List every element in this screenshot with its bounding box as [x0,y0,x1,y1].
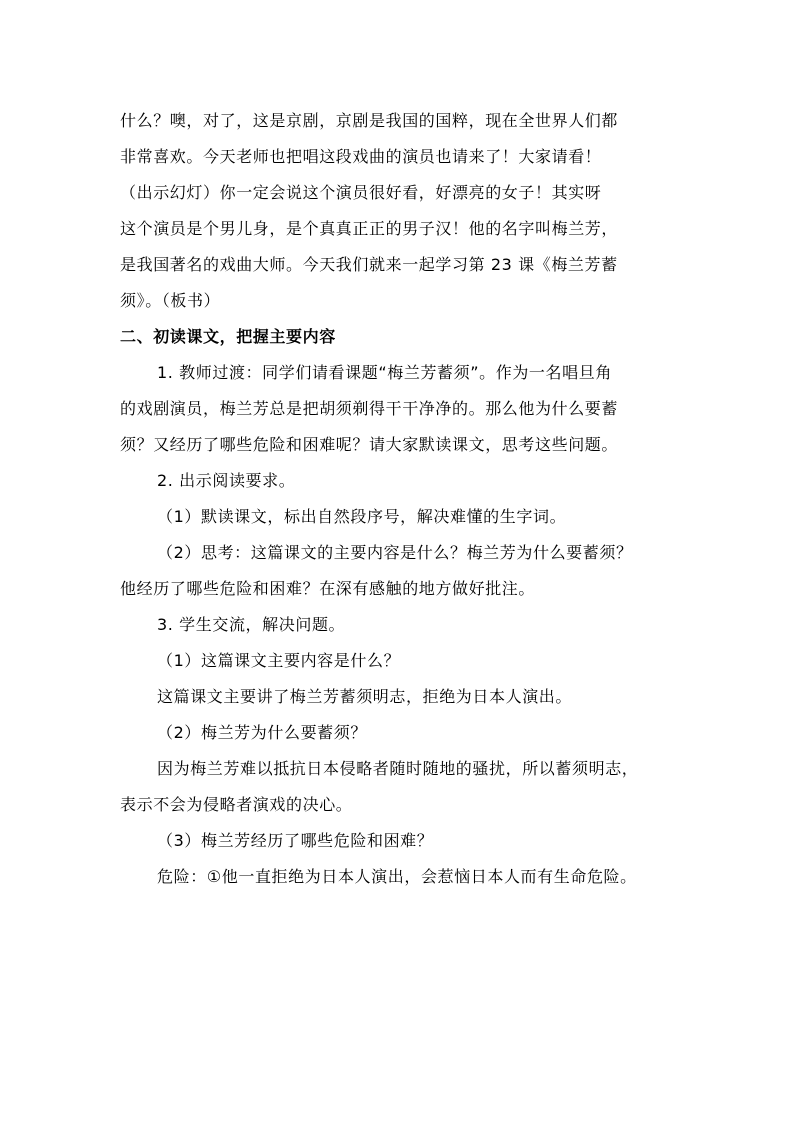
paragraph-line: 1. 教师过渡：同学们请看课题“梅兰芳蓄须”。作为一名唱旦角 [157,363,612,382]
question-line: （2）梅兰芳为什么要蓄须？ [157,723,367,742]
paragraph-line: （出示幻灯）你一定会说这个演员很好看，好漂亮的女子！其实呀 [120,183,602,202]
answer-line: 危险：①他一直拒绝为日本人演出，会惹恼日本人而有生命危险。 [157,867,637,886]
answer-line: 表示不会为侵略者演戏的决心。 [120,795,353,814]
paragraph-line: 的戏剧演员，梅兰芳总是把胡须剃得干干净净的。那么他为什么要蓄 [120,399,619,418]
paragraph-line: 3. 学生交流，解决问题。 [157,615,346,634]
question-line: （3）梅兰芳经历了哪些危险和困难？ [157,831,434,850]
paragraph-line: 这个演员是个男儿身，是个真真正正的男子汉！他的名字叫梅兰芳， [120,219,619,238]
paragraph-line: 非常喜欢。今天老师也把唱这段戏曲的演员也请来了！大家请看！ [120,147,602,166]
paragraph-line: 他经历了哪些危险和困难？在深有感触的地方做好批注。 [120,579,536,598]
paragraph-line: 什么？噢，对了，这是京剧，京剧是我国的国粹，现在全世界人们都 [120,111,619,130]
answer-line: 这篇课文主要讲了梅兰芳蓄须明志，拒绝为日本人演出。 [157,687,573,706]
paragraph-line: 须》。（板书） [120,291,221,310]
section-heading: 二、初读课文，把握主要内容 [120,327,336,346]
answer-line: 因为梅兰芳难以抵抗日本侵略者随时随地的骚扰，所以蓄须明志， [157,759,639,778]
question-line: （1）这篇课文主要内容是什么？ [157,651,401,670]
paragraph-line: 2. 出示阅读要求。 [157,471,296,490]
list-item: （2）思考：这篇课文的主要内容是什么？梅兰芳为什么要蓄须？ [157,543,633,562]
paragraph-line: 是我国著名的戏曲大师。今天我们就来一起学习第 23 课《梅兰芳蓄 [120,255,618,274]
document-body [120,103,685,895]
list-item: （1）默读课文，标出自然段序号，解决难懂的生字词。 [157,507,567,526]
paragraph-line: 须？又经历了哪些危险和困难呢？请大家默读课文，思考这些问题。 [120,435,619,454]
